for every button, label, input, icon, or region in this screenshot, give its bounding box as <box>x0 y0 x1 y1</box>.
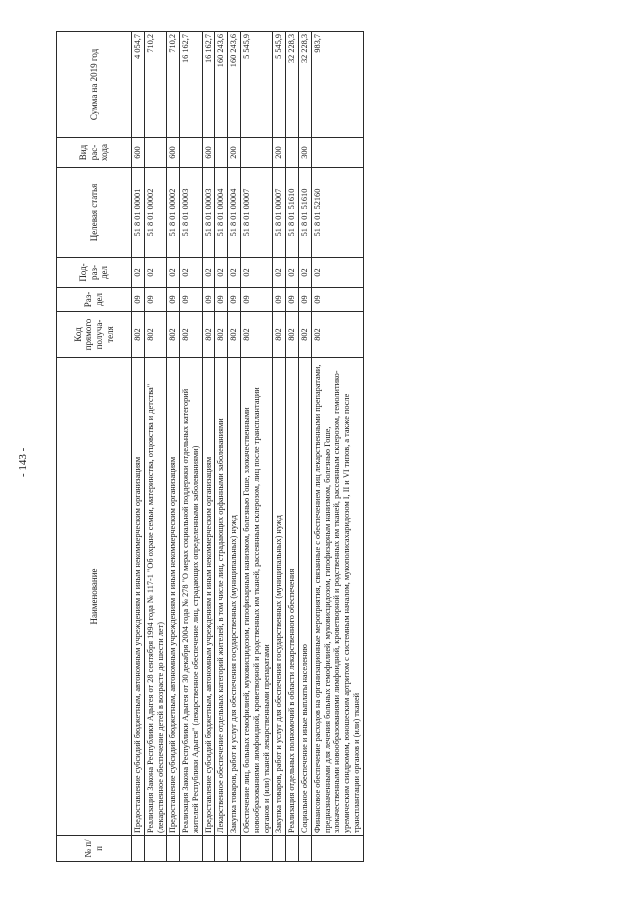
cell-num <box>215 836 228 862</box>
header-name: Наименование <box>57 358 132 836</box>
cell-num <box>167 836 180 862</box>
table-row <box>144 32 167 862</box>
header-sum: Сумма на 2019 год <box>57 32 132 138</box>
cell-vid <box>286 138 299 168</box>
cell-razdel: 09 <box>298 288 311 312</box>
cell-code: 802 <box>167 312 180 358</box>
table-row <box>132 32 145 862</box>
cell-num <box>298 836 311 862</box>
cell-razdel: 09 <box>241 288 273 312</box>
cell-podrazdel: 02 <box>286 258 299 288</box>
cell-sum: 160 243,6 <box>215 32 228 138</box>
table-row <box>298 32 311 862</box>
cell-target: 51 8 01 51610 <box>286 168 299 258</box>
cell-razdel: 09 <box>202 288 215 312</box>
cell-razdel: 09 <box>132 288 145 312</box>
cell-target: 51 8 01 00004 <box>215 168 228 258</box>
cell-sum: 5 545,9 <box>273 32 286 138</box>
cell-name: Социальное обеспечение и иные выплаты населению <box>298 358 311 836</box>
cell-podrazdel: 02 <box>311 258 363 288</box>
table-row <box>286 32 299 862</box>
cell-num <box>273 836 286 862</box>
cell-razdel: 09 <box>167 288 180 312</box>
cell-vid <box>180 138 203 168</box>
cell-num <box>132 836 145 862</box>
header-vid: Вид рас-хода <box>57 138 132 168</box>
cell-target: 51 8 01 00007 <box>241 168 273 258</box>
cell-code: 802 <box>241 312 273 358</box>
cell-name: Реализация Закона Республики Адыгея от 30 декабря 2004 года № 278 "О мерах социальной поддержки отдельных категорий жителей Республики Адыгея" (лекарственное обеспечение лиц, страдающих определенными заболеваниями) <box>180 358 203 836</box>
header-code: Код прямого получа-теля <box>57 312 132 358</box>
cell-sum: 710,2 <box>144 32 167 138</box>
cell-name: Реализация отдельных полномочий в области лекарственного обеспечения <box>286 358 299 836</box>
cell-vid <box>215 138 228 168</box>
cell-code: 802 <box>228 312 241 358</box>
table-body <box>132 32 364 862</box>
cell-name: Обеспечение лиц, больных гемофилией, муковисцидозом, гипофизарным нанизмом, болезнью Гоше, злокачественными новообразованиями лимфоидной, кроветворной и родственных им тканей, рассеянным склерозом, лиц после трансплантации органов и (или) тканей лекарственными препаратами <box>241 358 273 836</box>
budget-table <box>56 31 364 862</box>
page-number: - 143 - <box>17 447 29 477</box>
header-target: Целевая статья <box>57 168 132 258</box>
cell-vid: 600 <box>202 138 215 168</box>
cell-target: 51 8 01 00007 <box>273 168 286 258</box>
cell-razdel: 09 <box>144 288 167 312</box>
cell-name: Предоставление субсидий бюджетным, автономным учреждениям и иным некоммерческим организациям <box>132 358 145 836</box>
cell-podrazdel: 02 <box>144 258 167 288</box>
cell-target: 51 8 01 52160 <box>311 168 363 258</box>
cell-code: 802 <box>202 312 215 358</box>
cell-podrazdel: 02 <box>132 258 145 288</box>
table-row <box>228 32 241 862</box>
cell-name: Закупка товаров, работ и услуг для обеспечения государственных (муниципальных) нужд <box>228 358 241 836</box>
cell-code: 802 <box>273 312 286 358</box>
cell-name: Реализация Закона Республики Адыгея от 28 сентября 1994 года № 117-1 "Об охране семьи, материнства, отцовства и детства" (лекарственное обеспечение детей в возрасте до шести лет) <box>144 358 167 836</box>
cell-code: 802 <box>180 312 203 358</box>
cell-sum: 5 545,9 <box>241 32 273 138</box>
table-header-row <box>57 32 132 862</box>
cell-sum: 160 243,6 <box>228 32 241 138</box>
cell-code: 802 <box>286 312 299 358</box>
cell-sum: 32 228,3 <box>298 32 311 138</box>
cell-sum: 983,7 <box>311 32 363 138</box>
cell-name: Финансовое обеспечение расходов на организационные мероприятия, связанные с обеспечением лиц лекарственными препаратами, предназначенными для лечения больных гемофилией, муковисцидозом, гипофизарным нанизмом, болезнью Гоше, злокачественными новообразованиями лимфоидной, кроветворной и родственных им тканей, рассеянным склерозом, гемолитико-уремическим синдромом, юношеским артритом с системным началом, мукополисахаридозом I, II и VI типов, а также после трансплантации органов и (или) тканей <box>311 358 363 836</box>
cell-podrazdel: 02 <box>273 258 286 288</box>
table-row <box>311 32 363 862</box>
cell-razdel: 09 <box>273 288 286 312</box>
cell-name: Предоставление субсидий бюджетным, автономным учреждениям и иным некоммерческим организациям <box>167 358 180 836</box>
cell-num <box>180 836 203 862</box>
cell-vid: 200 <box>228 138 241 168</box>
table-row <box>241 32 273 862</box>
cell-vid: 600 <box>167 138 180 168</box>
cell-target: 51 8 01 00002 <box>144 168 167 258</box>
cell-razdel: 09 <box>180 288 203 312</box>
cell-name: Лекарственное обеспечение отдельных категорий жителей, в том числе лиц, страдающих орфанными заболеваниями <box>215 358 228 836</box>
cell-code: 802 <box>132 312 145 358</box>
cell-num <box>286 836 299 862</box>
table-row <box>202 32 215 862</box>
table-row <box>215 32 228 862</box>
cell-code: 802 <box>311 312 363 358</box>
cell-code: 802 <box>215 312 228 358</box>
cell-podrazdel: 02 <box>228 258 241 288</box>
cell-razdel: 09 <box>215 288 228 312</box>
cell-target: 51 8 01 00003 <box>180 168 203 258</box>
cell-podrazdel: 02 <box>215 258 228 288</box>
cell-num <box>144 836 167 862</box>
cell-sum: 16 162,7 <box>180 32 203 138</box>
cell-num <box>202 836 215 862</box>
cell-sum: 4 054,7 <box>132 32 145 138</box>
cell-num <box>241 836 273 862</box>
budget-table-rotated <box>56 32 586 862</box>
cell-sum: 710,2 <box>167 32 180 138</box>
cell-name: Предоставление субсидий бюджетным, автономным учреждениям и иным некоммерческим организациям <box>202 358 215 836</box>
cell-target: 51 8 01 00001 <box>132 168 145 258</box>
cell-num <box>311 836 363 862</box>
cell-podrazdel: 02 <box>180 258 203 288</box>
cell-razdel: 09 <box>286 288 299 312</box>
header-razdel: Раз-дел <box>57 288 132 312</box>
cell-name: Закупка товаров, работ и услуг для обеспечения государственных (муниципальных) нужд <box>273 358 286 836</box>
cell-razdel: 09 <box>311 288 363 312</box>
cell-target: 51 8 01 00004 <box>228 168 241 258</box>
cell-vid <box>311 138 363 168</box>
table-row <box>273 32 286 862</box>
cell-podrazdel: 02 <box>202 258 215 288</box>
cell-code: 802 <box>144 312 167 358</box>
cell-target: 51 8 01 00002 <box>167 168 180 258</box>
cell-vid <box>241 138 273 168</box>
cell-sum: 16 162,7 <box>202 32 215 138</box>
header-num: № п/п <box>57 836 132 862</box>
cell-podrazdel: 02 <box>298 258 311 288</box>
table-row <box>180 32 203 862</box>
cell-podrazdel: 02 <box>241 258 273 288</box>
cell-vid: 200 <box>273 138 286 168</box>
cell-target: 51 8 01 00003 <box>202 168 215 258</box>
table-row <box>167 32 180 862</box>
cell-target: 51 8 01 51610 <box>298 168 311 258</box>
cell-code: 802 <box>298 312 311 358</box>
cell-num <box>228 836 241 862</box>
cell-razdel: 09 <box>228 288 241 312</box>
cell-podrazdel: 02 <box>167 258 180 288</box>
header-podrazdel: Под-раз-дел <box>57 258 132 288</box>
cell-sum: 32 228,3 <box>286 32 299 138</box>
cell-vid: 300 <box>298 138 311 168</box>
cell-vid: 600 <box>132 138 145 168</box>
cell-vid <box>144 138 167 168</box>
